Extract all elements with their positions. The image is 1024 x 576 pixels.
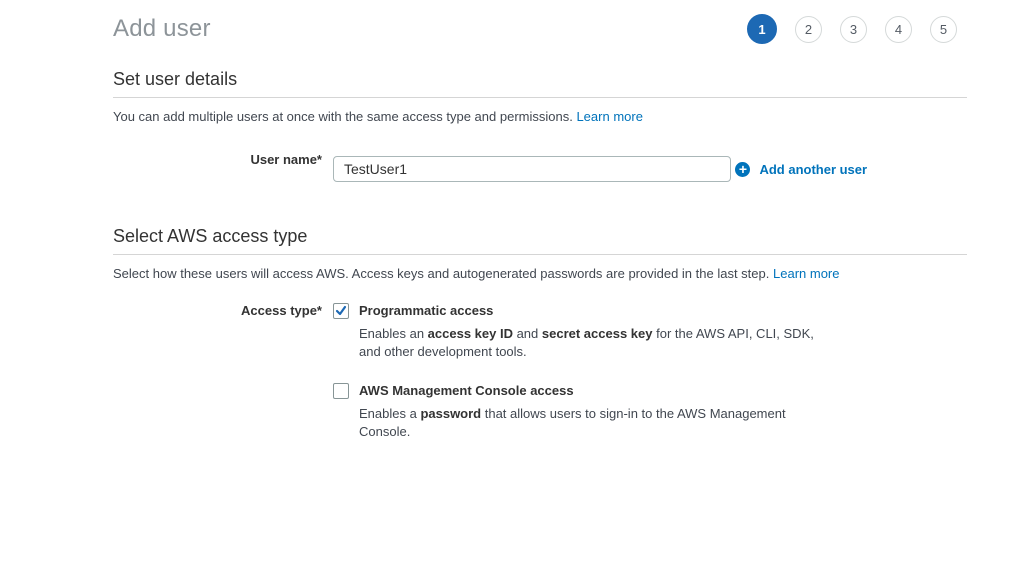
add-another-user-label: Add another user [759, 162, 868, 177]
section-divider [113, 97, 967, 98]
page-title: Add user [113, 15, 211, 42]
step-4: 4 [885, 16, 912, 43]
programmatic-access-title[interactable]: Programmatic access [359, 302, 494, 318]
access-type-description-text: Select how these users will access AWS. Access keys and autogenerated passwords are provided in the last step. [113, 265, 770, 281]
access-type-options [333, 303, 837, 456]
check-icon [335, 305, 347, 317]
user-details-learn-more-link[interactable]: Learn more [576, 109, 643, 124]
step-indicator [747, 14, 957, 44]
user-name-row [113, 146, 967, 182]
step-5: 5 [930, 16, 957, 43]
user-name-label: User name* [250, 152, 322, 167]
option-programmatic-access [333, 303, 837, 361]
console-access-title[interactable]: AWS Management Console access [359, 382, 574, 398]
section-user-details [113, 69, 967, 182]
step-1: 1 [747, 14, 777, 44]
access-type-label: Access type* [241, 302, 322, 318]
plus-circle-icon: + [735, 162, 750, 177]
user-details-description [113, 108, 967, 125]
access-type-row [113, 303, 967, 456]
access-type-heading: Select AWS access type [113, 225, 308, 246]
step-3: 3 [840, 16, 867, 43]
programmatic-access-description: Enables an access key ID and secret access key for the AWS API, CLI, SDK, and other development tools. [359, 325, 814, 359]
section-access-type [113, 226, 967, 456]
user-name-input[interactable] [333, 156, 731, 182]
option-console-access [333, 383, 837, 441]
step-2: 2 [795, 16, 822, 43]
page-header [113, 14, 967, 44]
console-access-checkbox[interactable] [333, 383, 349, 399]
add-another-user-button[interactable] [735, 162, 867, 177]
programmatic-access-checkbox[interactable] [333, 303, 349, 319]
user-details-description-text: You can add multiple users at once with the same access type and permissions. [113, 109, 573, 124]
access-type-learn-more-link[interactable]: Learn more [773, 265, 840, 281]
console-access-description: Enables a password that allows users to sign-in to the AWS Management Console. [359, 405, 786, 439]
programmatic-access-text [359, 303, 837, 361]
section-divider [113, 254, 967, 255]
console-access-text [359, 383, 837, 441]
user-name-field-group [333, 146, 867, 182]
access-type-description [113, 265, 967, 282]
user-details-heading: Set user details [113, 69, 238, 89]
